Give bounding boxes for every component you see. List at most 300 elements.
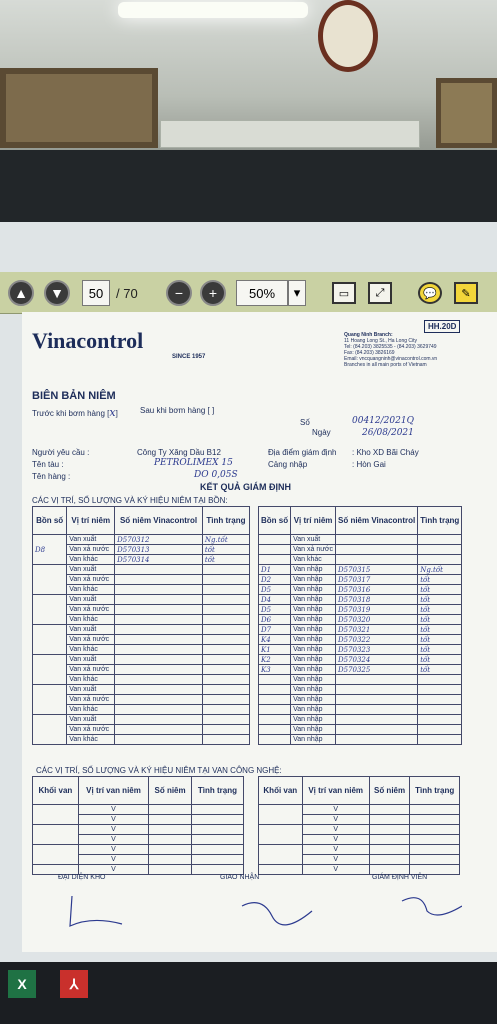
- col-header: Vị trí niêm: [291, 507, 336, 535]
- seal-number: D570315: [336, 565, 418, 575]
- tank-number: [259, 695, 291, 705]
- seal-position: Van nhập: [291, 665, 336, 675]
- seal-status: [418, 705, 462, 715]
- valve-position: V: [302, 845, 369, 855]
- seal-status: tốt: [418, 575, 462, 585]
- seal-number: D570318: [336, 595, 418, 605]
- seal-position: Van xuất: [67, 625, 115, 635]
- valve-position: V: [78, 855, 148, 865]
- table-row: [33, 825, 244, 835]
- tank-number: D6: [259, 615, 291, 625]
- seal-number: [336, 715, 418, 725]
- seal-status: [202, 595, 249, 605]
- seal-position: Van nhập: [291, 655, 336, 665]
- table-row: [259, 805, 460, 815]
- valve-block: [33, 805, 79, 825]
- seal-status: tốt: [418, 585, 462, 595]
- table-row: [259, 665, 462, 675]
- pdf-page: [22, 312, 497, 952]
- monitor-bezel: [0, 150, 497, 228]
- seal-position: Van xả nước: [67, 635, 115, 645]
- wall-banner: [160, 120, 420, 148]
- tank-number: [259, 535, 291, 545]
- pdf-toolbar: [0, 272, 497, 314]
- table-row: [259, 695, 462, 705]
- seal-number: [369, 845, 410, 855]
- cargo-value: DO 0,05S: [194, 470, 238, 480]
- col-header: Số niêm Vinacontrol: [115, 507, 203, 535]
- seal-number: D570313: [115, 545, 203, 555]
- tank-number: K1: [259, 645, 291, 655]
- seal-number: D570312: [115, 535, 203, 545]
- seal-status: tốt: [418, 665, 462, 675]
- seal-status: [418, 555, 462, 565]
- seal-status: [191, 865, 243, 875]
- seal-status: [202, 665, 249, 675]
- sig-label-delivery: GIAO NHẬN: [220, 874, 260, 881]
- seal-position: Van khác: [67, 675, 115, 685]
- fit-page-button[interactable]: [332, 282, 356, 304]
- annotate-button[interactable]: [454, 282, 478, 304]
- seal-position: Van xuất: [67, 595, 115, 605]
- seal-number: [149, 815, 192, 825]
- fit-width-button[interactable]: [368, 282, 392, 304]
- seal-number: [115, 725, 203, 735]
- seal-number: D570319: [336, 605, 418, 615]
- col-header: Số niêm: [149, 777, 192, 805]
- valve-block: [33, 845, 79, 865]
- tank-number: [33, 685, 67, 715]
- before-pump-label: Trước khi bơm hàng [x]: [32, 406, 118, 419]
- seal-position: Van khác: [67, 585, 115, 595]
- seal-status: [191, 825, 243, 835]
- seal-position: Van nhập: [291, 675, 336, 685]
- table-row: [259, 575, 462, 585]
- seal-status: [202, 695, 249, 705]
- col-header: Tình trạng: [202, 507, 249, 535]
- table-row: [259, 595, 462, 605]
- seal-number: [369, 805, 410, 815]
- seal-position: Van nhập: [291, 565, 336, 575]
- seal-number: [115, 615, 203, 625]
- valve-position: V: [78, 865, 148, 875]
- seal-status: [202, 685, 249, 695]
- after-pump-label: Sau khi bơm hàng [ ]: [140, 406, 215, 415]
- seal-status: [202, 635, 249, 645]
- seal-position: Van xả nước: [67, 575, 115, 585]
- seal-position: Van xuất: [67, 535, 115, 545]
- tank-number: D1: [259, 565, 291, 575]
- table-row: [259, 645, 462, 655]
- seal-status: tốt: [418, 595, 462, 605]
- seal-status: [410, 845, 460, 855]
- tank-number: [33, 625, 67, 655]
- seal-status: [202, 655, 249, 665]
- seal-number: [149, 845, 192, 855]
- seal-number: D570317: [336, 575, 418, 585]
- col-header: Khối van: [33, 777, 79, 805]
- seal-status: [418, 695, 462, 705]
- table-row: [33, 715, 250, 725]
- fit-width-icon: ⤢: [375, 286, 385, 299]
- seal-number: [336, 685, 418, 695]
- page-number-input[interactable]: 50: [82, 280, 110, 306]
- section1-title: CÁC VỊ TRÍ, SỐ LƯỢNG VÀ KÝ HIỆU NIÊM TẠI BỒN:: [32, 496, 228, 505]
- seal-position: Van khác: [67, 615, 115, 625]
- col-header: Vị trí niêm: [67, 507, 115, 535]
- seal-number: [336, 725, 418, 735]
- seal-number: [369, 865, 410, 875]
- seal-position: Van xuất: [67, 685, 115, 695]
- seal-number: [115, 635, 203, 645]
- valve-position: V: [78, 845, 148, 855]
- seal-number: D570322: [336, 635, 418, 645]
- table-row: [259, 735, 462, 745]
- tank-number: [259, 735, 291, 745]
- seal-number: [115, 655, 203, 665]
- valve-position: V: [302, 805, 369, 815]
- seal-status: [410, 865, 460, 875]
- seal-number: D570316: [336, 585, 418, 595]
- seal-number: [149, 805, 192, 815]
- col-header: Vị trí van niêm: [78, 777, 148, 805]
- zoom-out-button[interactable]: [166, 280, 192, 306]
- prev-page-button[interactable]: [8, 280, 34, 306]
- tank-number: K4: [259, 635, 291, 645]
- seal-position: Van nhập: [291, 595, 336, 605]
- seal-position: Van xuất: [67, 715, 115, 725]
- valve-seal-table-left: [32, 776, 244, 875]
- seal-status: [418, 675, 462, 685]
- wall-clock: [318, 0, 378, 72]
- valve-seal-table-right: [258, 776, 460, 875]
- seal-position: Van nhập: [291, 575, 336, 585]
- window-right: [436, 78, 497, 148]
- seal-status: [202, 725, 249, 735]
- table-row: [259, 625, 462, 635]
- col-header: Tình trạng: [191, 777, 243, 805]
- tank-number: D4: [259, 595, 291, 605]
- fit-page-icon: ▭: [338, 287, 350, 300]
- seal-position: Van khác: [67, 555, 115, 565]
- tank-number: [259, 555, 291, 565]
- seal-position: Van khác: [291, 555, 336, 565]
- seal-status: [418, 535, 462, 545]
- pdf-reader-icon[interactable]: ⅄: [60, 970, 88, 998]
- table-row: [259, 535, 462, 545]
- valve-position: V: [302, 825, 369, 835]
- valve-position: V: [302, 855, 369, 865]
- tank-number: D5: [259, 585, 291, 595]
- plus-icon: +: [208, 285, 218, 301]
- seal-number: [115, 625, 203, 635]
- seal-number: [115, 705, 203, 715]
- ngay-label: Ngày: [312, 428, 331, 437]
- branch-info: Quang Ninh Branch: 11 Hoang Long St., Ha Long City Tel: (84.203) 3825535 - (84.203) 3629749 Fax: (84.203) 3826169 Email: vncquangninh@vinacontrol.com.vn Branches in all main ports of Vietnam: [344, 332, 438, 368]
- table-row: [33, 845, 244, 855]
- seal-status: tốt: [418, 635, 462, 645]
- tank-number: [33, 595, 67, 625]
- window-left: [0, 68, 158, 148]
- seal-number: [115, 605, 203, 615]
- arrow-down-icon: ▼: [50, 285, 64, 301]
- zoom-in-button[interactable]: [200, 280, 226, 306]
- requester-label: Người yêu cầu :: [32, 448, 90, 457]
- seal-status: [202, 705, 249, 715]
- table-row: [33, 655, 250, 665]
- seal-position: Van nhập: [291, 645, 336, 655]
- seal-number: [336, 705, 418, 715]
- seal-number: [336, 555, 418, 565]
- seal-status: Ng.tốt: [202, 535, 249, 545]
- tank-number: [259, 675, 291, 685]
- seal-position: Van nhập: [291, 585, 336, 595]
- col-header: Tình trạng: [418, 507, 462, 535]
- seal-number: [336, 545, 418, 555]
- sig-label-inspector: GIÁM ĐỊNH VIÊN: [372, 874, 428, 881]
- pen-icon: ✎: [461, 287, 471, 300]
- table-row: [259, 715, 462, 725]
- tank-number: [259, 685, 291, 695]
- seal-status: [202, 735, 249, 745]
- chevron-down-icon: ▾: [293, 285, 301, 300]
- form-code: HH.20D: [424, 320, 460, 333]
- ceiling-lamp: [118, 2, 308, 18]
- zoom-select[interactable]: 50%: [236, 280, 288, 306]
- seal-position: Van xuất: [67, 655, 115, 665]
- col-header: Khối van: [259, 777, 303, 805]
- table-row: [33, 865, 244, 875]
- seal-number: [149, 855, 192, 865]
- seal-number: [336, 675, 418, 685]
- seal-status: [202, 715, 249, 725]
- col-header: Số niêm: [369, 777, 410, 805]
- seal-status: [202, 675, 249, 685]
- seal-status: [410, 825, 460, 835]
- seal-position: Van xuất: [67, 565, 115, 575]
- col-header: Tình trạng: [410, 777, 460, 805]
- so-label: Số: [300, 418, 310, 427]
- seal-position: Van xả nước: [67, 665, 115, 675]
- seal-status: [418, 545, 462, 555]
- table-row: [259, 675, 462, 685]
- tank-number: [33, 565, 67, 595]
- seal-number: [115, 645, 203, 655]
- valve-block: [259, 865, 303, 875]
- tank-number: K3: [259, 665, 291, 675]
- seal-number: [149, 835, 192, 845]
- seal-status: [202, 565, 249, 575]
- tank-seal-table-left: [32, 506, 250, 745]
- seal-number: [369, 835, 410, 845]
- seal-position: Van khác: [67, 735, 115, 745]
- zoom-dropdown-button[interactable]: [288, 280, 306, 306]
- seal-status: [418, 725, 462, 735]
- table-row: [259, 825, 460, 835]
- table-row: [259, 685, 462, 695]
- seal-position: Van nhập: [291, 685, 336, 695]
- ngay-value: 26/08/2021: [362, 428, 414, 438]
- seal-status: [202, 645, 249, 655]
- tank-number: K2: [259, 655, 291, 665]
- place-label: Địa điểm giám định: [268, 448, 337, 457]
- page-total: / 70: [116, 286, 138, 301]
- seal-number: D570325: [336, 665, 418, 675]
- comment-button[interactable]: [418, 282, 442, 304]
- seal-status: [410, 855, 460, 865]
- seal-number: [115, 735, 203, 745]
- seal-position: Van nhập: [291, 715, 336, 725]
- room-background: [0, 0, 497, 160]
- seal-position: Van nhập: [291, 625, 336, 635]
- seal-status: [202, 585, 249, 595]
- seal-number: D570321: [336, 625, 418, 635]
- valve-position: V: [78, 805, 148, 815]
- seal-number: [369, 825, 410, 835]
- seal-number: D570320: [336, 615, 418, 625]
- ship-label: Tên tàu :: [32, 460, 64, 469]
- place-value: : Kho XD Bãi Cháy: [352, 448, 419, 457]
- seal-status: tốt: [418, 655, 462, 665]
- table-row: [259, 615, 462, 625]
- seal-number: [115, 585, 203, 595]
- seal-status: tốt: [418, 625, 462, 635]
- seal-number: [336, 735, 418, 745]
- tank-number: [33, 715, 67, 745]
- company-logo: Vinacontrol: [32, 328, 144, 353]
- minus-icon: −: [174, 285, 184, 301]
- seal-number: [336, 535, 418, 545]
- seal-number: D570324: [336, 655, 418, 665]
- seal-status: [410, 805, 460, 815]
- table-row: [33, 805, 244, 815]
- requester-value: Công Ty Xăng Dầu B12: [137, 448, 221, 457]
- taskbar: [0, 962, 497, 1024]
- seal-position: Van nhập: [291, 615, 336, 625]
- seal-number: [115, 575, 203, 585]
- table-row: [259, 545, 462, 555]
- seal-status: [418, 685, 462, 695]
- table-row: [259, 655, 462, 665]
- tank-number: [259, 705, 291, 715]
- seal-position: Van nhập: [291, 725, 336, 735]
- seal-number: [115, 565, 203, 575]
- seal-number: D570314: [115, 555, 203, 565]
- tank-number: D8: [33, 535, 67, 565]
- valve-position: V: [78, 825, 148, 835]
- seal-status: [191, 845, 243, 855]
- seal-number: [115, 675, 203, 685]
- seal-number: [149, 825, 192, 835]
- tank-number: D2: [259, 575, 291, 585]
- monitor-screen: [0, 222, 497, 962]
- comment-icon: 💬: [423, 287, 437, 300]
- result-title: KẾT QUẢ GIÁM ĐỊNH: [200, 482, 291, 492]
- so-value: 00412/2021Q: [352, 416, 414, 426]
- table-row: [259, 725, 462, 735]
- tank-number: [259, 725, 291, 735]
- seal-status: [410, 835, 460, 845]
- port-value: : Hòn Gai: [352, 460, 386, 469]
- seal-status: tốt: [418, 645, 462, 655]
- table-row: [33, 685, 250, 695]
- tank-number: D5: [259, 605, 291, 615]
- seal-position: Van nhập: [291, 605, 336, 615]
- seal-status: [418, 735, 462, 745]
- valve-block: [259, 805, 303, 825]
- seal-number: [149, 865, 192, 875]
- seal-position: Van xả nước: [67, 695, 115, 705]
- valve-position: V: [302, 815, 369, 825]
- table-row: [33, 595, 250, 605]
- seal-status: Ng.tốt: [418, 565, 462, 575]
- seal-status: [202, 625, 249, 635]
- table-row: [259, 635, 462, 645]
- excel-icon[interactable]: X: [8, 970, 36, 998]
- valve-block: [259, 845, 303, 865]
- tank-number: [259, 715, 291, 725]
- tank-number: [259, 545, 291, 555]
- seal-number: [369, 855, 410, 865]
- seal-status: [418, 715, 462, 725]
- table-row: [259, 845, 460, 855]
- seal-position: Van nhập: [291, 705, 336, 715]
- seal-status: [191, 805, 243, 815]
- next-page-button[interactable]: [44, 280, 70, 306]
- table-row: [259, 865, 460, 875]
- tank-seal-table-right: [258, 506, 462, 745]
- table-row: [259, 605, 462, 615]
- table-row: [33, 565, 250, 575]
- seal-status: [410, 815, 460, 825]
- cargo-label: Tên hàng :: [32, 472, 71, 481]
- seal-number: [115, 685, 203, 695]
- valve-position: V: [78, 815, 148, 825]
- seal-position: Van xả nước: [67, 605, 115, 615]
- table-row: [33, 625, 250, 635]
- table-row: [259, 585, 462, 595]
- seal-position: Van khác: [67, 645, 115, 655]
- valve-block: [259, 825, 303, 845]
- table-row: [33, 535, 250, 545]
- seal-number: [369, 815, 410, 825]
- signatures: [62, 886, 462, 936]
- seal-position: Van nhập: [291, 635, 336, 645]
- seal-number: [336, 695, 418, 705]
- port-label: Cảng nhập: [268, 460, 308, 469]
- col-header: Bồn số: [33, 507, 67, 535]
- seal-position: Van xả nước: [67, 725, 115, 735]
- table-row: [259, 565, 462, 575]
- col-header: Vị trí van niêm: [302, 777, 369, 805]
- sig-label-warehouse: ĐẠI DIỆN KHO: [58, 874, 106, 881]
- seal-number: [115, 595, 203, 605]
- section2-title: CÁC VỊ TRÍ, SỐ LƯỢNG VÀ KÝ HIỆU NIÊM TẠI VAN CÔNG NGHỆ:: [36, 766, 282, 775]
- valve-position: V: [302, 865, 369, 875]
- company-since: SINCE 1957: [172, 354, 206, 360]
- table-row: [259, 555, 462, 565]
- valve-position: V: [78, 835, 148, 845]
- seal-position: Van xả nước: [67, 545, 115, 555]
- seal-position: Van khác: [67, 705, 115, 715]
- seal-status: [202, 615, 249, 625]
- seal-position: Van nhập: [291, 695, 336, 705]
- valve-block: [33, 825, 79, 845]
- seal-status: [202, 575, 249, 585]
- seal-number: [115, 715, 203, 725]
- valve-block: [33, 865, 79, 875]
- seal-number: [115, 665, 203, 675]
